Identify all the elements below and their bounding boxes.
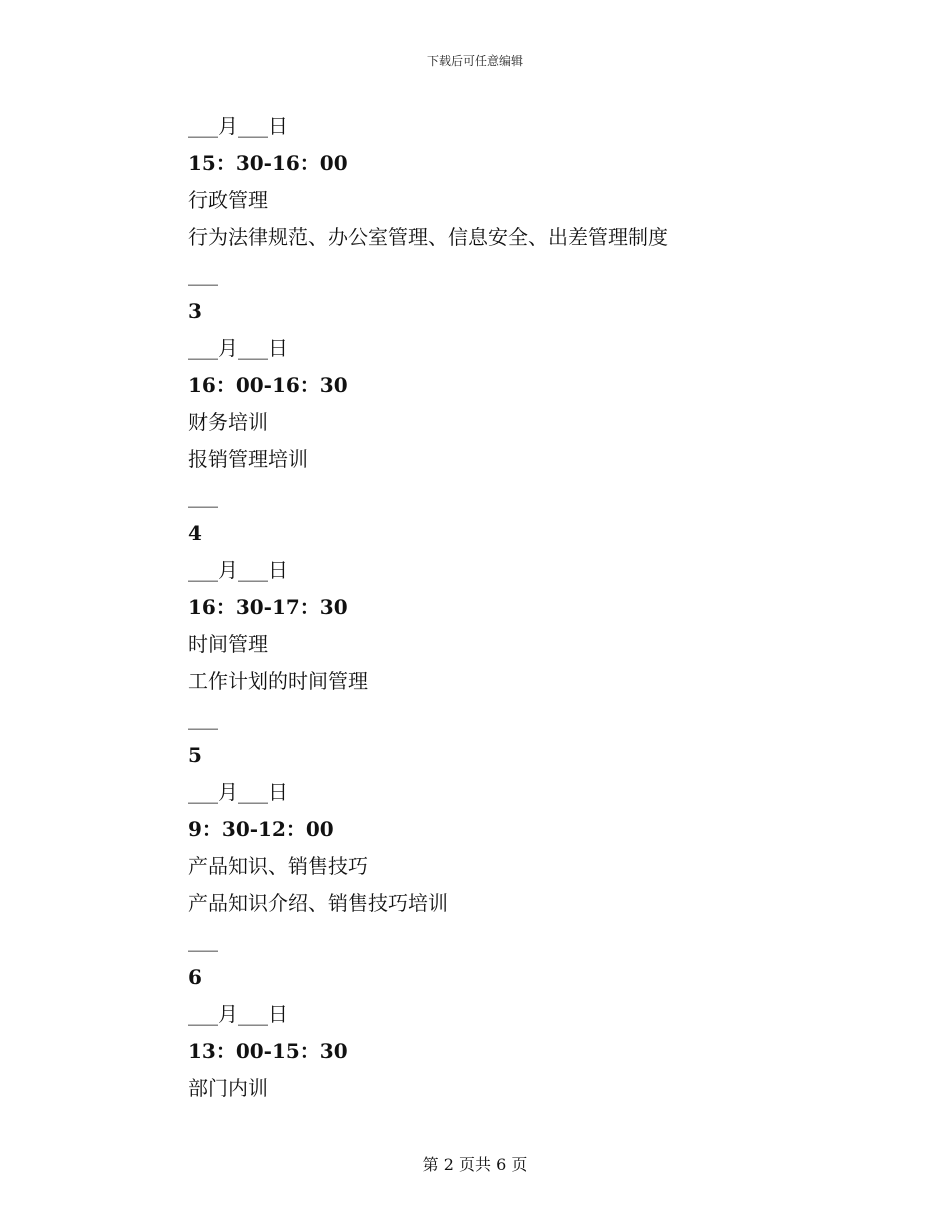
time-line: 15：30-16：00 xyxy=(188,151,348,175)
page-footer: 第 2 页共 6 页 xyxy=(422,1155,528,1174)
content-line: 产品知识介绍、销售技巧培训 xyxy=(188,891,448,915)
item-number: 4 xyxy=(188,521,202,545)
item-number: 5 xyxy=(188,743,202,767)
document-body xyxy=(188,108,808,1107)
topic-line: 时间管理 xyxy=(188,632,268,656)
item-number: 6 xyxy=(188,965,202,989)
time-line: 16：00-16：30 xyxy=(188,373,348,397)
time-line: 9：30-12：00 xyxy=(188,817,334,841)
topic-line: 产品知识、销售技巧 xyxy=(188,854,368,878)
date-line: ___月___日 xyxy=(188,1002,288,1026)
date-line: ___月___日 xyxy=(188,558,288,582)
content-line: 报销管理培训 xyxy=(188,447,308,471)
blank-line: ___ xyxy=(188,706,218,730)
item-number: 3 xyxy=(188,299,202,323)
date-line: ___月___日 xyxy=(188,780,288,804)
page-header: 下载后可任意编辑 xyxy=(426,54,523,68)
content-line: 行为法律规范、办公室管理、信息安全、出差管理制度 xyxy=(188,225,668,249)
date-line: ___月___日 xyxy=(188,114,288,138)
topic-line: 部门内训 xyxy=(188,1076,268,1100)
content-line: 工作计划的时间管理 xyxy=(188,669,368,693)
topic-line: 行政管理 xyxy=(188,188,268,212)
time-line: 16：30-17：30 xyxy=(188,595,348,619)
time-line: 13：00-15：30 xyxy=(188,1039,348,1063)
blank-line: ___ xyxy=(188,262,218,286)
date-line: ___月___日 xyxy=(188,336,288,360)
blank-line: ___ xyxy=(188,928,218,952)
blank-line: ___ xyxy=(188,484,218,508)
topic-line: 财务培训 xyxy=(188,410,268,434)
